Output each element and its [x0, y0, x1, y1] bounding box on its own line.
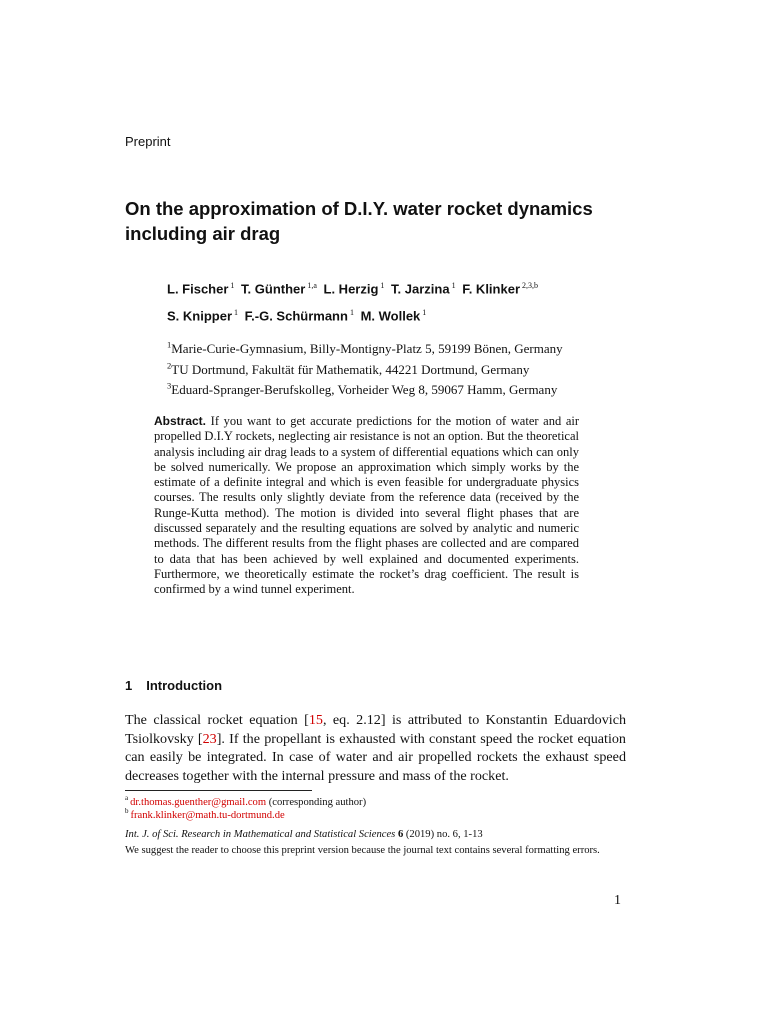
- author-superscript: 1: [349, 308, 354, 318]
- email-link[interactable]: dr.thomas.guenther@gmail.com: [130, 797, 267, 808]
- author-name: L. Fischer: [167, 281, 229, 297]
- footnote-marker: a: [125, 794, 129, 803]
- intro-paragraph: [125, 711, 626, 785]
- author-superscript: 1,a: [307, 281, 317, 290]
- affiliation-marker: 3: [167, 380, 172, 391]
- section-title: Introduction: [146, 678, 223, 693]
- author-superscript: 2,3,b: [522, 281, 538, 290]
- author-name: F. Klinker: [462, 281, 520, 297]
- affiliation-list: [167, 339, 647, 401]
- journal-name: Int. J. of Sci. Research in Mathematical and Statistical Sciences: [125, 829, 396, 840]
- email-link[interactable]: frank.klinker@math.tu-dortmund.de: [130, 810, 285, 821]
- affiliation-text: Eduard-Spranger-Berufskolleg, Vorheider Weg 8, 59067 Hamm, Germany: [171, 382, 558, 397]
- journal-reference: [125, 828, 628, 841]
- footnote-a: [125, 796, 628, 809]
- intro-text: The classical rocket equation [: [125, 712, 309, 728]
- author-list: [167, 274, 637, 329]
- affiliation-marker: 1: [167, 339, 172, 350]
- footnote-marker: b: [125, 807, 129, 816]
- author-superscript: 1: [234, 308, 239, 318]
- author-name: S. Knipper: [167, 308, 233, 324]
- intro-text: ]. If the propellant is exhausted with constant speed the rocket equation can easily be integrated. In case of water and air propelled rockets the exhaust speed decreases together with the internal pressure and mass of the rocket.: [125, 730, 626, 784]
- affiliation: [167, 339, 647, 360]
- intro-text: , eq. 2.12] is attributed to Konstantin Eduardovich Tsiolkovsky [: [125, 712, 626, 747]
- citation-link[interactable]: 23: [202, 730, 217, 747]
- abstract-label: Abstract.: [154, 414, 207, 428]
- author-name: M. Wollek: [360, 308, 421, 324]
- author-name: L. Herzig: [323, 281, 379, 297]
- author-name: F.-G. Schürmann: [244, 308, 348, 324]
- author-name: T. Günther: [241, 281, 306, 297]
- affiliation: [167, 380, 647, 401]
- author-superscript: 1: [380, 281, 385, 290]
- footnote-rule: [125, 790, 312, 791]
- footnotes: [125, 796, 628, 857]
- abstract-text: If you want to get accurate predictions for the motion of water and air propelled D.I.Y rockets, neglecting air resistance is not an option. But the theoretical analysis including air drag leads to a system of differential equations which can only be solved numerically. We propose an approximation which simply works by the estimate of a definite integral and which is even feasible for undergraduate physics courses. The results only slightly deviate from the reference data (received by the Runge-Kutta method). The motion is divided into several flight phases that are discussed separately and the resulting equations are solved by analytic and numeric methods. The different results from the flight phases are collected and are compared to data that has been achieved by well explained and documented experiments. Furthermore, we theoretically estimate the rocket’s drag coefficient. The result is confirmed by a wind tunnel experiment.: [154, 414, 580, 597]
- journal-volume: 6: [397, 829, 404, 840]
- author-superscript: 1: [422, 308, 427, 318]
- citation-link[interactable]: 15: [308, 712, 323, 728]
- author-name: T. Jarzina: [391, 281, 450, 297]
- author-superscript: 1: [451, 281, 456, 290]
- section-number: 1: [125, 678, 133, 693]
- footnote-text: (corresponding author): [266, 797, 367, 808]
- affiliation-text: Marie-Curie-Gymnasium, Billy-Montigny-Platz 5, 59199 Bönen, Germany: [171, 341, 563, 356]
- preprint-label: Preprint: [125, 134, 171, 149]
- section-heading: [125, 678, 222, 693]
- affiliation-text: TU Dortmund, Fakultät für Mathematik, 44221 Dortmund, Germany: [171, 361, 530, 377]
- preprint-remark: We suggest the reader to choose this preprint version because the journal text contains several formatting errors.: [125, 845, 600, 856]
- journal-issue: (2019) no. 6, 1-13: [403, 829, 483, 840]
- paper-title: On the approximation of D.I.Y. water rocket dynamics including air drag: [125, 198, 593, 244]
- affiliation-marker: 2: [167, 360, 172, 371]
- page-number: 1: [614, 893, 621, 908]
- abstract: [154, 414, 579, 598]
- author-superscript: 1: [230, 281, 235, 290]
- footnote-b: [125, 809, 628, 822]
- affiliation: [167, 360, 647, 381]
